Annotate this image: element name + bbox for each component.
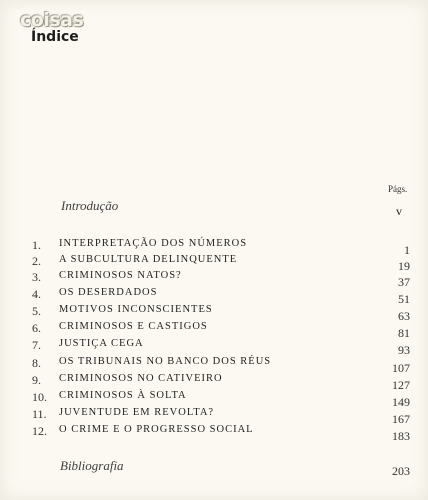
toc-entry-page: 107 [392, 361, 410, 375]
toc-entry-number: 5. [32, 304, 41, 318]
toc-entry-title: CRIMINOSOS NO CATIVEIRO [59, 373, 223, 384]
toc-entry-number: 1. [32, 238, 41, 252]
toc-entry [0, 304, 428, 323]
toc-entry-title: INTERPRETAÇÃO DOS NÚMEROS [59, 238, 248, 249]
toc-intro-page: v [396, 204, 403, 218]
pages-column-label: Págs. [388, 184, 408, 194]
toc-entry-title: A SUBCULTURA DELINQUENTE [59, 254, 238, 265]
toc-entry-number: 3. [32, 270, 41, 284]
toc-entry-number: 4. [32, 287, 41, 301]
toc-entry-title: CRIMINOSOS À SOLTA [59, 390, 187, 401]
toc-entry-page: 183 [392, 429, 410, 443]
toc-entry-title: O CRIME E O PROGRESSO SOCIAL [59, 424, 254, 435]
toc-entry [0, 287, 428, 306]
toc-entry-page: 167 [392, 412, 410, 426]
toc-entry-page: 127 [392, 378, 410, 392]
toc-entry-page: 19 [398, 259, 410, 273]
toc-entry-title: JUSTIÇA CEGA [59, 338, 144, 349]
toc-entry [0, 238, 428, 257]
toc-entry-title: MOTIVOS INCONSCIENTES [59, 304, 213, 315]
toc-entry [0, 407, 428, 426]
toc-entry-page: 149 [392, 395, 410, 409]
toc-entry [0, 390, 428, 409]
toc-entry [0, 254, 428, 273]
toc-entry-number: 7. [32, 338, 41, 352]
toc-entry-number: 11. [32, 407, 47, 421]
toc-intro-title: Introdução [61, 198, 119, 213]
toc-entry-number: 9. [32, 373, 41, 387]
toc-entry-title: JUVENTUDE EM REVOLTA? [59, 407, 215, 418]
toc-entry-number: 10. [32, 390, 47, 404]
toc-entry [0, 270, 428, 289]
toc-entry [0, 373, 428, 392]
toc-entry-title: OS DESERDADOS [59, 287, 158, 298]
toc-entry-page: 63 [398, 309, 410, 323]
toc-entry-number: 12. [32, 424, 47, 438]
watermark-section-label: Índice [31, 29, 79, 45]
watermark-logo: coisas [20, 9, 84, 31]
toc-entry [0, 338, 428, 357]
toc-entry-page: 81 [398, 326, 410, 340]
toc-entry [0, 424, 428, 443]
toc-entry-number: 8. [32, 356, 41, 370]
toc-entry-page: 37 [398, 275, 410, 289]
toc-entry-page: 51 [398, 292, 410, 306]
toc-entry-title: CRIMINOSOS NATOS? [59, 270, 182, 281]
toc-bibliography-page: 203 [392, 464, 410, 478]
toc-entry [0, 356, 428, 375]
toc-entry-title: CRIMINOSOS E CASTIGOS [59, 321, 208, 332]
toc-entry-number: 2. [32, 254, 41, 268]
toc-entry-page: 93 [398, 343, 410, 357]
toc-bibliography-title: Bibliografia [60, 458, 124, 473]
toc-entry-page: 1 [404, 243, 410, 257]
toc-entry-number: 6. [32, 321, 41, 335]
toc-entry-title: OS TRIBUNAIS NO BANCO DOS RÉUS [59, 356, 272, 367]
toc-entry [0, 321, 428, 340]
